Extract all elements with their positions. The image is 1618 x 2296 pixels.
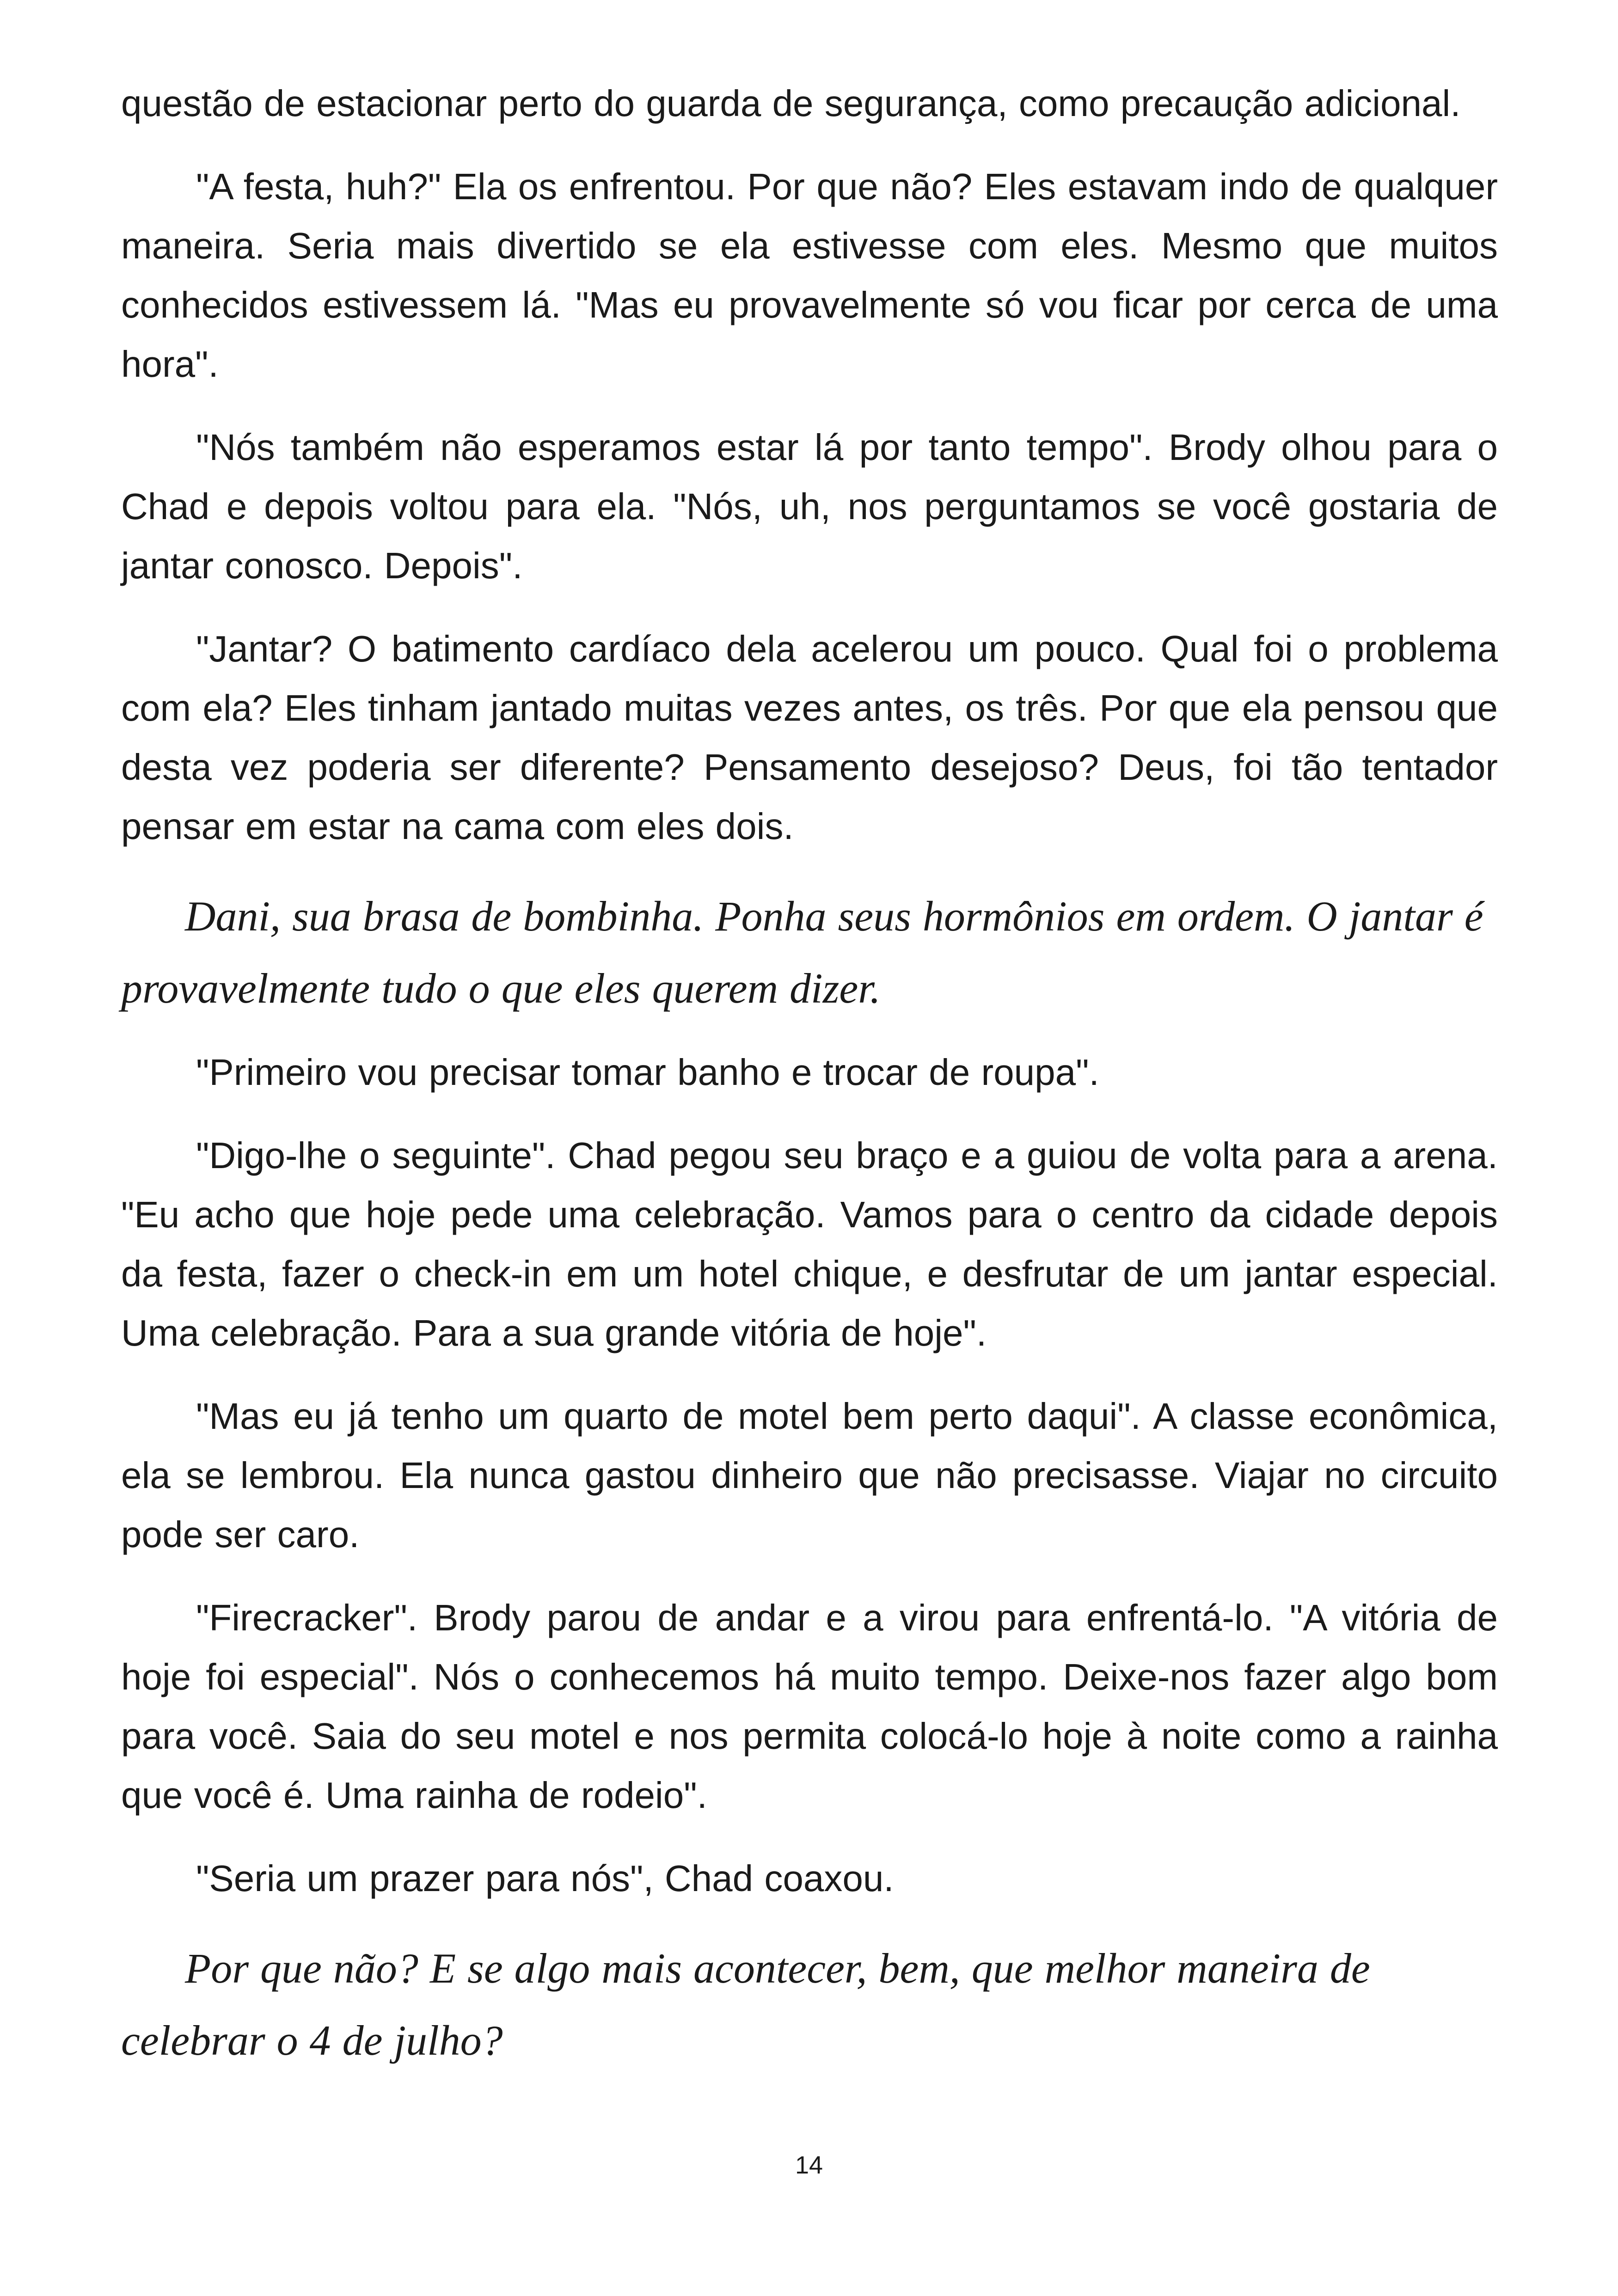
paragraph: "Mas eu já tenho um quarto de motel bem perto daqui". A classe econômica, ela se lembrou. Ela nunca gastou dinheiro que não precisasse. Viajar no circuito pode ser caro.	[121, 1396, 1498, 1555]
paragraph: "Firecracker". Brody parou de andar e a virou para enfrentá-lo. "A vitória de hoje foi especial". Nós o conhecemos há muito tempo. Deixe-nos fazer algo bom para você. Saia do seu motel e nos permita colocá-lo hoje à noite como a rainha que você é. Uma rainha de rodeio".	[121, 1597, 1498, 1816]
paragraph: "A festa, huh?" Ela os enfrentou. Por que não? Eles estavam indo de qualquer maneira. Seria mais divertido se ela estivesse com eles. Mesmo que muitos conhecidos estivessem lá. "Mas eu provavelmente só vou ficar por cerca de uma hora".	[121, 166, 1498, 385]
paragraph: "Digo-lhe o seguinte". Chad pegou seu braço e a guiou de volta para a arena. "Eu acho que hoje pede uma celebração. Vamos para o centro da cidade depois da festa, fazer o check-in em um hotel chique, e desfrutar de um jantar especial. Uma celebração. Para a sua grande vitória de hoje".	[121, 1135, 1498, 1353]
text-body	[121, 74, 1498, 2095]
italic-thought-paragraph: Por que não? E se algo mais acontecer, bem, que melhor maneira de celebrar o 4 de julho?	[121, 1945, 1370, 2064]
italic-thought-paragraph: Dani, sua brasa de bombinha. Ponha seus hormônios em ordem. O jantar é provavelmente tudo o que eles querem dizer.	[121, 893, 1483, 1012]
paragraph: "Jantar? O batimento cardíaco dela acelerou um pouco. Qual foi o problema com ela? Eles tinham jantado muitas vezes antes, os três. Por que ela pensou que desta vez poderia ser diferente? Pensamento desejoso? Deus, foi tão tentador pensar em estar na cama com eles dois.	[121, 628, 1498, 847]
paragraph: "Primeiro vou precisar tomar banho e trocar de roupa".	[196, 1052, 1099, 1093]
page-number: 14	[795, 2151, 823, 2179]
paragraph: "Nós também não esperamos estar lá por tanto tempo". Brody olhou para o Chad e depois voltou para ela. "Nós, uh, nos perguntamos se você gostaria de jantar conosco. Depois".	[121, 427, 1498, 586]
paragraph-continuation: questão de estacionar perto do guarda de segurança, como precaução adicional.	[121, 83, 1461, 124]
paragraph: "Seria um prazer para nós", Chad coaxou.	[196, 1858, 894, 1899]
